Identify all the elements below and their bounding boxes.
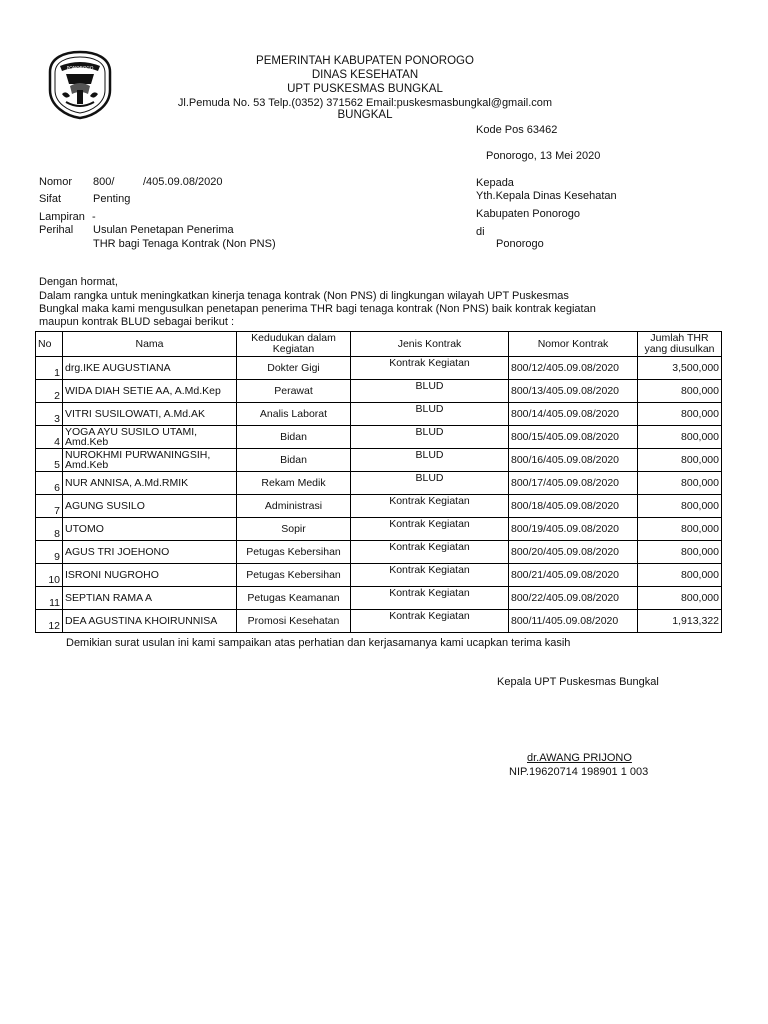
cell-jumlah: 1,913,322 xyxy=(638,610,722,633)
cell-nama: AGUNG SUSILO xyxy=(63,495,237,518)
cell-kedudukan: Analis Laborat xyxy=(237,403,351,426)
lampiran-value: - xyxy=(92,211,96,223)
cell-nomor: 800/20/405.09.08/2020 xyxy=(509,541,638,564)
cell-nama: AGUS TRI JOEHONO xyxy=(63,541,237,564)
header-jumlah: Jumlah THR yang diusulkan xyxy=(638,332,722,357)
perihal-label: Perihal xyxy=(39,224,74,236)
cell-jumlah: 800,000 xyxy=(638,472,722,495)
cell-nomor: 800/21/405.09.08/2020 xyxy=(509,564,638,587)
cell-no: 12 xyxy=(36,610,63,633)
cell-no: 2 xyxy=(36,380,63,403)
cell-jumlah: 800,000 xyxy=(638,380,722,403)
cell-no: 9 xyxy=(36,541,63,564)
table-row xyxy=(36,495,722,518)
recipient-line1: Yth.Kepala Dinas Kesehatan xyxy=(476,190,617,202)
cell-kedudukan: Perawat xyxy=(237,380,351,403)
cell-kedudukan: Petugas Kebersihan xyxy=(237,564,351,587)
cell-jumlah: 800,000 xyxy=(638,587,722,610)
cell-nama: SEPTIAN RAMA A xyxy=(63,587,237,610)
cell-no: 3 xyxy=(36,403,63,426)
cell-jenis: Kontrak Kegiatan xyxy=(351,541,509,564)
cell-nomor: 800/16/405.09.08/2020 xyxy=(509,449,638,472)
header-no: No xyxy=(36,332,63,357)
cell-nomor: 800/17/405.09.08/2020 xyxy=(509,472,638,495)
table-header-row xyxy=(36,332,722,357)
cell-jenis: BLUD xyxy=(351,380,509,403)
letterhead-government: PEMERINTAH KABUPATEN PONOROGO xyxy=(256,55,474,67)
cell-nomor: 800/15/405.09.08/2020 xyxy=(509,426,638,449)
table-row xyxy=(36,564,722,587)
cell-nomor: 800/12/405.09.08/2020 xyxy=(509,357,638,380)
table-row xyxy=(36,449,722,472)
cell-nama: ISRONI NUGROHO xyxy=(63,564,237,587)
cell-no: 6 xyxy=(36,472,63,495)
cell-nama: YOGA AYU SUSILO UTAMI, Amd.Keb xyxy=(63,426,237,449)
body-line3: maupun kontrak BLUD sebagai berikut : xyxy=(39,316,235,328)
cell-nomor: 800/22/405.09.08/2020 xyxy=(509,587,638,610)
cell-kedudukan: Bidan xyxy=(237,426,351,449)
cell-jumlah: 800,000 xyxy=(638,449,722,472)
cell-nama: DEA AGUSTINA KHOIRUNNISA xyxy=(63,610,237,633)
cell-nomor: 800/18/405.09.08/2020 xyxy=(509,495,638,518)
cell-jenis: Kontrak Kegiatan xyxy=(351,610,509,633)
cell-nama: UTOMO xyxy=(63,518,237,541)
table-row xyxy=(36,357,722,380)
header-kedudukan: Kedudukan dalam Kegiatan xyxy=(237,332,351,357)
cell-jenis: BLUD xyxy=(351,426,509,449)
cell-kedudukan: Dokter Gigi xyxy=(237,357,351,380)
table-row xyxy=(36,426,722,449)
letterhead-address: Jl.Pemuda No. 53 Telp.(0352) 371562 Email:puskesmasbungkal@gmail.com xyxy=(177,97,553,109)
header-nama: Nama xyxy=(63,332,237,357)
cell-jumlah: 3,500,000 xyxy=(638,357,722,380)
cell-nomor: 800/14/405.09.08/2020 xyxy=(509,403,638,426)
signature-nip: NIP.19620714 198901 1 003 xyxy=(509,766,649,778)
cell-no: 4 xyxy=(36,426,63,449)
perihal-line1: Usulan Penetapan Penerima xyxy=(93,224,234,236)
table-row xyxy=(36,518,722,541)
nomor-label: Nomor xyxy=(39,176,73,188)
cell-jenis: Kontrak Kegiatan xyxy=(351,587,509,610)
cell-no: 8 xyxy=(36,518,63,541)
cell-jenis: Kontrak Kegiatan xyxy=(351,495,509,518)
cell-jumlah: 800,000 xyxy=(638,495,722,518)
cell-jumlah: 800,000 xyxy=(638,426,722,449)
recipient-line2: Kabupaten Ponorogo xyxy=(476,208,580,220)
table-row xyxy=(36,403,722,426)
cell-jenis: Kontrak Kegiatan xyxy=(351,518,509,541)
table-body xyxy=(36,357,722,633)
table-row xyxy=(36,541,722,564)
nomor-prefix: 800/ xyxy=(93,176,115,188)
cell-jumlah: 800,000 xyxy=(638,541,722,564)
recipient-di: di xyxy=(476,226,485,238)
body-line2: Bungkal maka kami mengusulkan penetapan penerima THR bagi tenaga kontrak (Non PNS) baik kontrak kegiatan xyxy=(39,303,596,315)
cell-kedudukan: Promosi Kesehatan xyxy=(237,610,351,633)
nomor-suffix: /405.09.08/2020 xyxy=(143,176,223,188)
cell-no: 7 xyxy=(36,495,63,518)
cell-kedudukan: Sopir xyxy=(237,518,351,541)
cell-nomor: 800/19/405.09.08/2020 xyxy=(509,518,638,541)
emblem-text: PONOROGO xyxy=(66,66,94,72)
body-line1: Dalam rangka untuk meningkatkan kinerja tenaga kontrak (Non PNS) di lingkungan wilayah UPT Puskesmas xyxy=(39,290,569,302)
letter-date: Ponorogo, 13 Mei 2020 xyxy=(486,150,601,162)
table-row xyxy=(36,380,722,403)
cell-jumlah: 800,000 xyxy=(638,564,722,587)
cell-kedudukan: Rekam Medik xyxy=(237,472,351,495)
cell-no: 11 xyxy=(36,587,63,610)
table-row xyxy=(36,472,722,495)
ponorogo-regency-emblem-icon xyxy=(44,50,116,120)
cell-kedudukan: Petugas Kebersihan xyxy=(237,541,351,564)
letterhead-unit: UPT PUSKESMAS BUNGKAL xyxy=(287,83,443,95)
cell-nomor: 800/13/405.09.08/2020 xyxy=(509,380,638,403)
sifat-value: Penting xyxy=(93,193,131,205)
cell-nama: drg.IKE AUGUSTIANA xyxy=(63,357,237,380)
cell-kedudukan: Petugas Keamanan xyxy=(237,587,351,610)
recipient-kepada: Kepada xyxy=(476,177,514,189)
cell-kedudukan: Administrasi xyxy=(237,495,351,518)
cell-no: 1 xyxy=(36,357,63,380)
cell-nama: VITRI SUSILOWATI, A.Md.AK xyxy=(63,403,237,426)
cell-jenis: BLUD xyxy=(351,403,509,426)
table-row xyxy=(36,610,722,633)
letterhead-city: BUNGKAL xyxy=(337,109,393,121)
lampiran-label: Lampiran xyxy=(39,211,85,223)
signature-title: Kepala UPT Puskesmas Bungkal xyxy=(497,676,659,688)
thr-recipients-table xyxy=(35,331,722,633)
header-nomor: Nomor Kontrak xyxy=(509,332,638,357)
cell-jumlah: 800,000 xyxy=(638,518,722,541)
cell-jenis: BLUD xyxy=(351,449,509,472)
recipient-city: Ponorogo xyxy=(496,238,544,250)
cell-nama: NUROKHMI PURWANINGSIH, Amd.Keb xyxy=(63,449,237,472)
cell-nomor: 800/11/405.09.08/2020 xyxy=(509,610,638,633)
perihal-line2: THR bagi Tenaga Kontrak (Non PNS) xyxy=(93,238,276,250)
postal-code: Kode Pos 63462 xyxy=(476,124,558,136)
cell-jumlah: 800,000 xyxy=(638,403,722,426)
cell-jenis: BLUD xyxy=(351,472,509,495)
cell-kedudukan: Bidan xyxy=(237,449,351,472)
cell-nama: NUR ANNISA, A.Md.RMIK xyxy=(63,472,237,495)
table-row xyxy=(36,587,722,610)
signature-name: dr.AWANG PRIJONO xyxy=(527,752,632,764)
cell-jenis: Kontrak Kegiatan xyxy=(351,564,509,587)
sifat-label: Sifat xyxy=(39,193,62,205)
cell-jenis: Kontrak Kegiatan xyxy=(351,357,509,380)
letterhead-department: DINAS KESEHATAN xyxy=(311,69,419,81)
greeting: Dengan hormat, xyxy=(39,276,118,288)
cell-nama: WIDA DIAH SETIE AA, A.Md.Kep xyxy=(63,380,237,403)
cell-no: 5 xyxy=(36,449,63,472)
header-jenis: Jenis Kontrak xyxy=(351,332,509,357)
closing-text: Demikian surat usulan ini kami sampaikan atas perhatian dan kerjasamanya kami ucapkan terima kasih xyxy=(66,637,571,649)
cell-no: 10 xyxy=(36,564,63,587)
